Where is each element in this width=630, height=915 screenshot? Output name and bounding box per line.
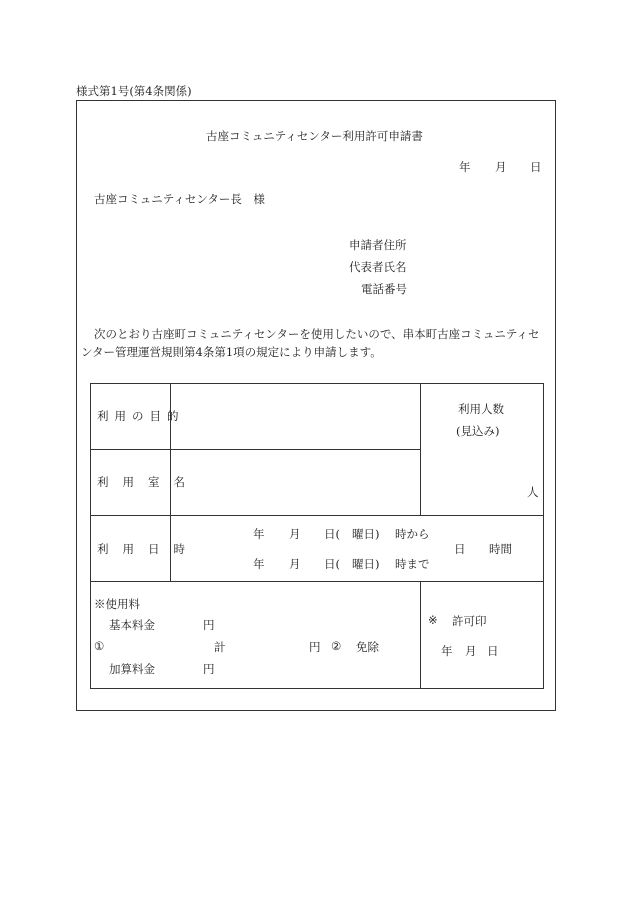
room-label: 利用室名 <box>97 475 199 489</box>
to-day: 日( <box>324 557 340 571</box>
room-field[interactable] <box>172 451 418 513</box>
applicant-representative-label: 代表者氏名 <box>349 260 407 274</box>
table-divider <box>90 449 420 450</box>
applicant-address-label: 申請者住所 <box>349 238 407 252</box>
date-month: 月 <box>495 160 507 174</box>
duration-day: 日 <box>454 542 466 556</box>
headcount-sub: (見込み) <box>456 424 500 438</box>
permit-mark: ※ <box>428 613 438 627</box>
table-divider <box>90 581 544 582</box>
extra-fee-label: 加算料金 <box>109 662 155 676</box>
from-year: 年 <box>253 527 265 541</box>
permit-date-year: 年 <box>441 644 453 658</box>
permit-label: 許可印 <box>452 614 487 628</box>
base-fee-yen: 円 <box>203 618 215 632</box>
datetime-label: 利用日時 <box>97 542 199 556</box>
duration-hours: 時間 <box>489 542 512 556</box>
form-number: 様式第1号(第4条関係) <box>76 84 192 98</box>
body-text-line2: ンター管理運営規則第4条第1項の規定により申請します。 <box>81 345 382 359</box>
headcount-unit: 人 <box>527 485 539 499</box>
date-year: 年 <box>459 160 471 174</box>
purpose-field[interactable] <box>172 385 418 447</box>
date-day: 日 <box>530 160 542 174</box>
from-weekday: 曜日) <box>352 527 380 541</box>
exempt-label: 免除 <box>356 640 379 654</box>
permit-date-day: 日 <box>487 644 499 658</box>
headcount-label: 利用人数 <box>458 402 504 416</box>
from-suffix: 時から <box>395 527 430 541</box>
to-weekday: 曜日) <box>352 557 380 571</box>
table-divider <box>420 383 421 515</box>
total-label: 計 <box>214 640 226 654</box>
to-suffix: 時まで <box>395 557 430 571</box>
to-month: 月 <box>289 557 301 571</box>
to-year: 年 <box>253 557 265 571</box>
table-divider <box>90 515 544 516</box>
fee-label: ※使用料 <box>94 597 140 611</box>
from-month: 月 <box>289 527 301 541</box>
form-title: 古座コミュニティセンター利用許可申請書 <box>206 129 423 143</box>
applicant-phone-label: 電話番号 <box>361 282 407 296</box>
body-text-line1: 次のとおり古座町コミュニティセンターを使用したいので、串本町古座コミュニティセ <box>94 327 540 341</box>
permit-date-month: 月 <box>465 644 477 658</box>
from-day: 日( <box>324 527 340 541</box>
purpose-label: 利用の目的 <box>97 409 185 423</box>
circle-one: ① <box>94 639 105 653</box>
base-fee-label: 基本料金 <box>109 618 155 632</box>
addressee: 古座コミュニティセンター長 様 <box>94 192 265 206</box>
extra-fee-yen: 円 <box>203 662 215 676</box>
table-divider <box>420 581 421 689</box>
total-yen: 円 <box>309 640 321 654</box>
circle-two: ② <box>331 639 342 653</box>
